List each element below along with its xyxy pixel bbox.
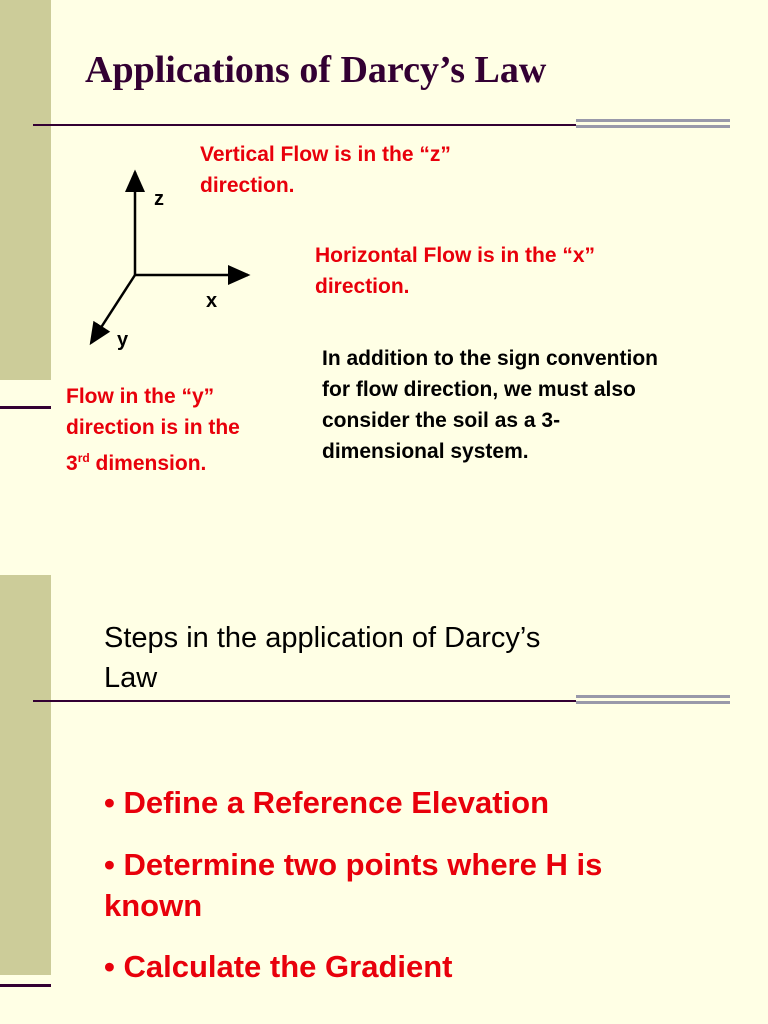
x-axis-label: x [206, 290, 218, 312]
addition-text: In addition to the sign convention for flow direction, we must also consider the soil as a 3- dimensional system. [322, 347, 658, 463]
slide-2 [0, 575, 768, 1024]
title-rule-accent [576, 119, 730, 131]
y-axis-label: y [117, 329, 129, 351]
slide-gap [0, 540, 768, 575]
steps-rule [33, 700, 576, 702]
steps-rule-accent [576, 695, 730, 707]
y-axis-line [91, 275, 135, 343]
steps-title: Steps in the application of Darcy’s Law [104, 622, 541, 694]
slide-sidebar [0, 575, 51, 975]
slide-title: Applications of Darcy’s Law [85, 49, 547, 91]
slide-sidebar [0, 0, 51, 380]
y-flow-text: Flow in the “y” direction is in the 3rd dimension. [66, 385, 240, 475]
sidebar-marker [0, 406, 51, 409]
sidebar-marker [0, 984, 51, 987]
bullet-calculate-gradient: • Calculate the Gradient [104, 949, 453, 984]
horizontal-flow-text: Horizontal Flow is in the “x” direction. [315, 244, 596, 298]
z-axis-label: z [154, 188, 164, 210]
bullet-determine-points: • Determine two points where H is [104, 847, 603, 882]
vertical-flow-text: Vertical Flow is in the “z” direction. [200, 143, 451, 197]
title-rule [33, 124, 576, 126]
bullet-define-reference: • Define a Reference Elevation [104, 785, 550, 820]
bullet-determine-points-cont: known [104, 888, 203, 923]
